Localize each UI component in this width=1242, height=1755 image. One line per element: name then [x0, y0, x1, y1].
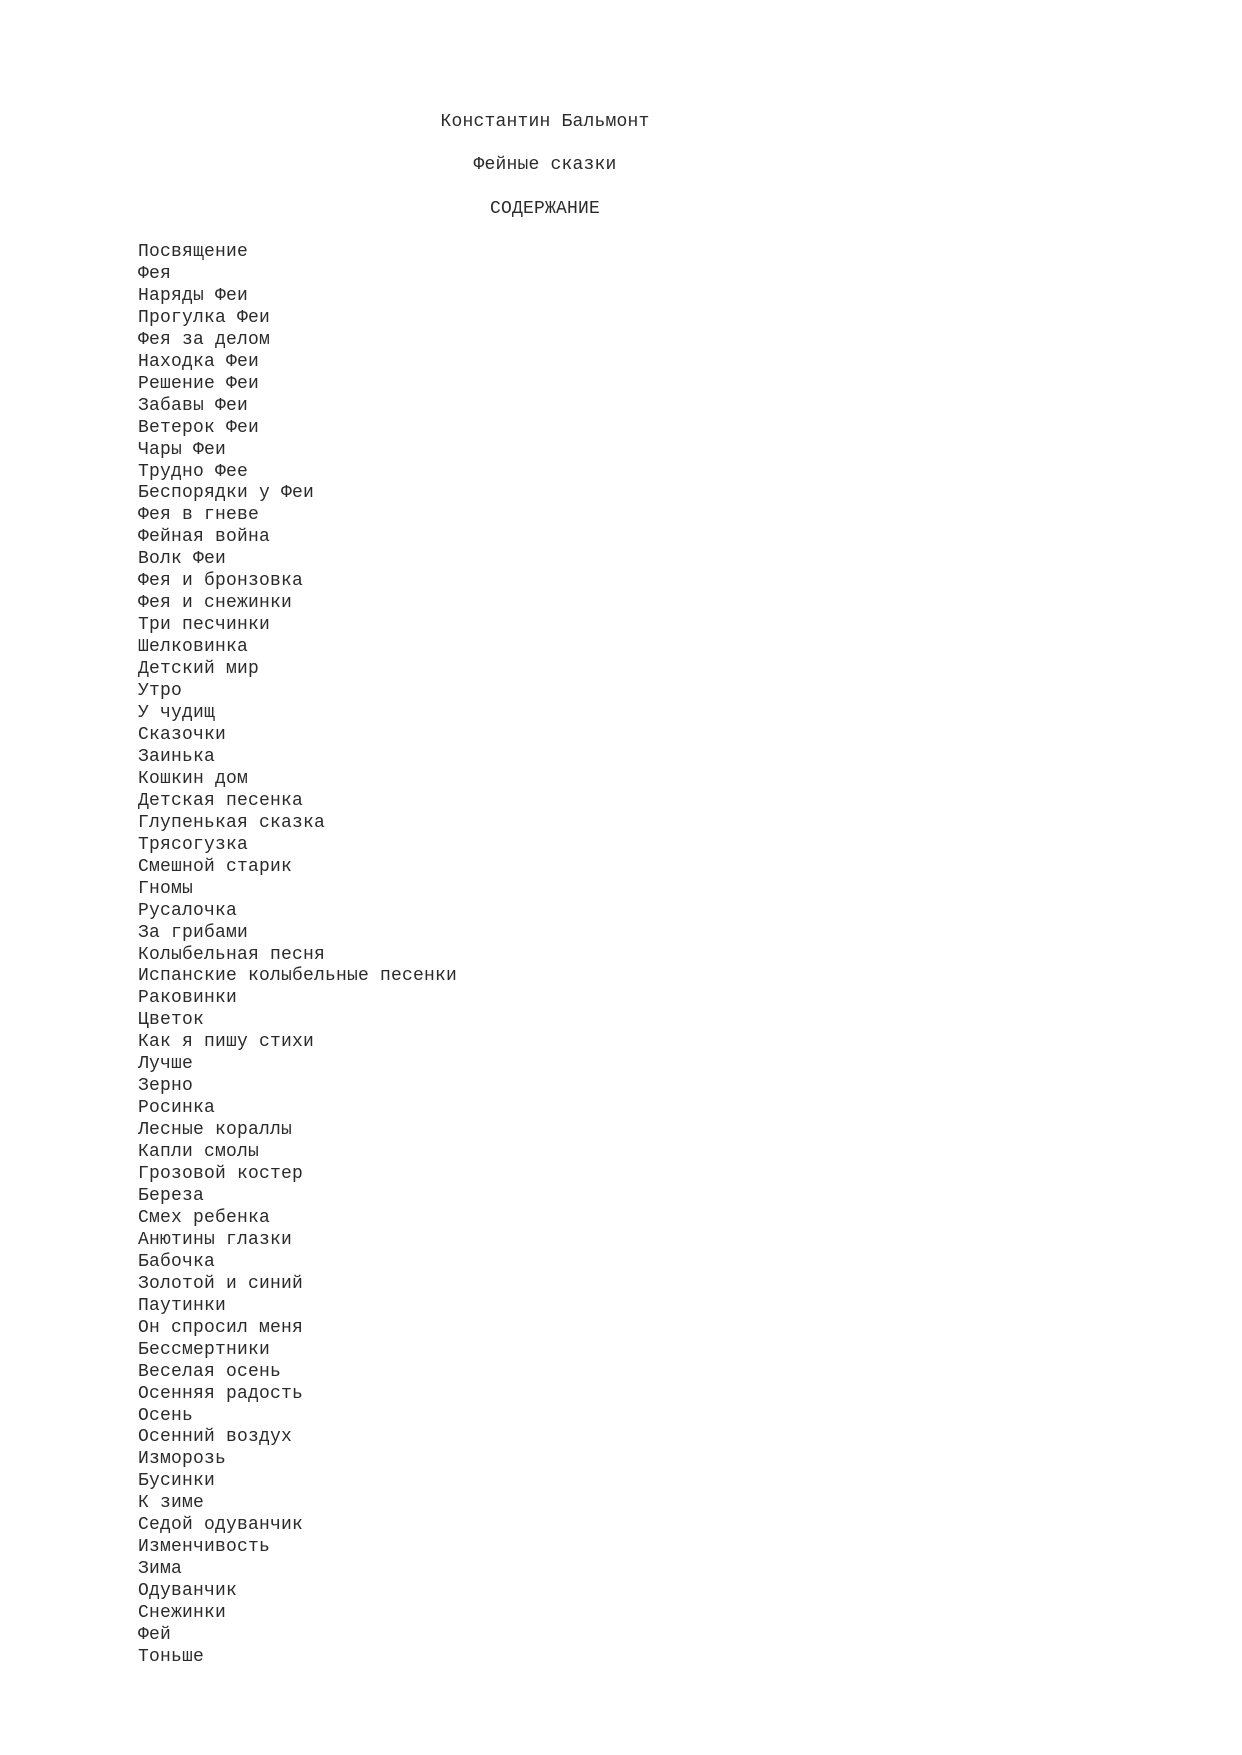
toc-item: Зима — [138, 1559, 183, 1580]
toc-item: Одуванчик — [138, 1581, 238, 1602]
toc-item: Утро — [138, 681, 183, 702]
toc-item: Бабочка — [138, 1251, 216, 1272]
toc-item: Посвящение — [138, 242, 249, 262]
toc-item: Цветок — [138, 1010, 205, 1031]
toc-item: Зерно — [138, 1076, 194, 1097]
toc-item: Он спросил меня — [138, 1317, 304, 1338]
toc-item: Паутинки — [138, 1295, 227, 1316]
toc-item: Осенняя радость — [138, 1383, 304, 1404]
toc-item: Кошкин дом — [138, 768, 249, 789]
toc-item: Фея и снежинки — [138, 593, 293, 614]
toc-item: Шелковинка — [138, 637, 249, 658]
toc-item: Береза — [138, 1185, 205, 1206]
toc-item: Наряды Феи — [138, 285, 249, 306]
toc-item: Смешной старик — [138, 856, 293, 877]
toc-item: Лучше — [138, 1054, 194, 1075]
toc-item: Грозовой костер — [138, 1164, 304, 1185]
toc-item: Лесные кораллы — [138, 1120, 293, 1141]
toc-item: Тоньше — [138, 1647, 205, 1667]
toc-heading: СОДЕРЖАНИЕ — [489, 199, 601, 219]
toc-item: Ветерок Феи — [138, 417, 260, 438]
toc-item: Анютины глазки — [138, 1229, 293, 1250]
toc-item: Раковинки — [138, 988, 238, 1009]
toc-item: Фея в гневе — [138, 505, 260, 526]
toc-item: Золотой и синий — [138, 1273, 304, 1294]
toc-item: Росинка — [138, 1098, 216, 1119]
toc-item: Снежинки — [138, 1603, 227, 1624]
toc-item: Изморозь — [138, 1449, 227, 1470]
toc-item: Детская песенка — [138, 790, 304, 811]
toc-item: Трясогузка — [138, 834, 249, 855]
toc-item: Фейная война — [138, 527, 271, 548]
toc-item: Сказочки — [138, 724, 227, 745]
toc-item: Веселая осень — [138, 1361, 282, 1382]
toc-item: Осень — [138, 1405, 194, 1426]
toc-item: Трудно Фее — [138, 461, 249, 482]
toc-item: Находка Феи — [138, 351, 260, 372]
toc-item: Смех ребенка — [138, 1207, 271, 1228]
toc-item: Осенний воздух — [138, 1427, 293, 1448]
toc-item: Как я пишу стихи — [138, 1032, 315, 1053]
toc-item: У чудищ — [138, 703, 216, 724]
author-name: Константин Бальмонт — [440, 112, 650, 132]
toc-item: К зиме — [138, 1493, 205, 1514]
table-of-contents — [138, 242, 457, 1669]
toc-item: Бусинки — [138, 1471, 216, 1492]
toc-item: Заинька — [138, 746, 216, 767]
toc-item: Три песчинки — [138, 615, 271, 636]
toc-item: Фея — [138, 263, 172, 284]
toc-item: Изменчивость — [138, 1537, 271, 1558]
toc-item: Решение Феи — [138, 373, 260, 394]
toc-item: Детский мир — [138, 659, 260, 680]
toc-item: Гномы — [138, 878, 194, 899]
book-title: Фейные сказки — [473, 155, 617, 175]
toc-item: Капли смолы — [138, 1142, 260, 1163]
toc-item: Прогулка Феи — [138, 307, 271, 328]
toc-item: Фея и бронзовка — [138, 571, 304, 592]
toc-item: Чары Феи — [138, 439, 227, 460]
toc-item: Колыбельная песня — [138, 944, 326, 965]
toc-item: Бессмертники — [138, 1339, 271, 1360]
toc-item: Фея за делом — [138, 329, 271, 350]
toc-item: Русалочка — [138, 900, 238, 921]
toc-item: Забавы Феи — [138, 395, 249, 416]
toc-item: За грибами — [138, 922, 249, 943]
toc-item: Седой одуванчик — [138, 1515, 304, 1536]
toc-item: Волк Феи — [138, 549, 227, 570]
toc-item: Испанские колыбельные песенки — [138, 966, 458, 987]
toc-item: Беспорядки у Феи — [138, 483, 315, 504]
toc-item: Фей — [138, 1625, 172, 1646]
toc-item: Глупенькая сказка — [138, 812, 326, 833]
